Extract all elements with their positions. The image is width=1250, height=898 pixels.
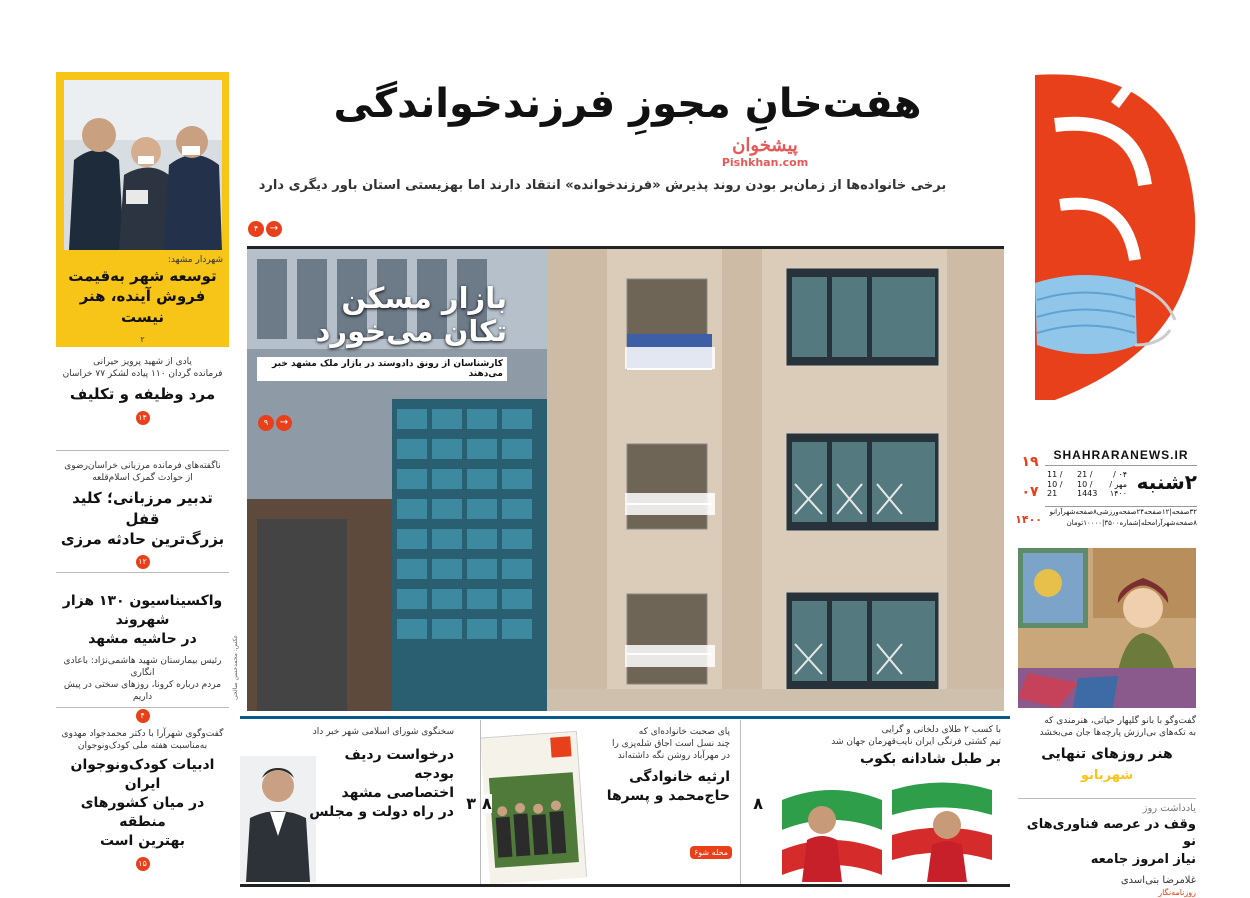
photo-headline-1: بازار مسکن — [341, 281, 507, 315]
magazine-cover — [481, 731, 587, 883]
watermark: پیشخوان Pishkhan.com — [721, 135, 809, 169]
month-badge: ۰۷ — [1021, 484, 1039, 500]
date-en: 11 / 10 / 21 — [1047, 470, 1063, 499]
council-page-ref: ۳ — [466, 794, 476, 813]
date-badges — [1015, 450, 1042, 530]
photo-story-page-ref[interactable]: ۹ → — [258, 410, 292, 431]
main-headline[interactable]: هفت‌خانِ مجوزِ فرزندخواندگی — [333, 81, 922, 127]
issue-info: ۳۲صفحه|۱۲صفحه۲۴صفحه‌ورزشی۸صفحه‌شهرآرانو ۸صفحه‌شهرآرامحله|شماره۳۵۰۰|۱۰۰۰۰تومان — [1045, 506, 1197, 528]
family-badge[interactable]: محله شو۶ — [690, 846, 732, 859]
masthead-logo — [1015, 45, 1205, 420]
photo-headline-2: تکان می‌خورد — [315, 314, 507, 349]
main-deck[interactable]: برخی خانواده‌ها از زمان‌بر بودن روند پذیرش «فرزندخوانده» انتقاد دارند اما بهزیستی استان باور دیگری دارد — [258, 178, 947, 193]
artist-story[interactable]: گفت‌وگو با بانو گلپهار حیاتی، هنرمندی که به تکه‌های بی‌ارزش پارچه‌ها جان می‌بخشد هنر روزهای تنهایی شهربانو — [1018, 715, 1196, 783]
left-story-4[interactable]: گفت‌وگوی شهرآرا با دکتر محمدجواد مهدوی به‌مناسبت هفته ملی کودک‌ونوجوان ادبیات کودک‌ونوجوان ایران در میان کشورهای منطقه بهترین است ۱۵ — [56, 728, 229, 871]
day-name: ۲شنبه — [1136, 470, 1197, 494]
wrestlers-photo — [752, 770, 1002, 882]
year-badge: ۱۴۰۰ — [1015, 513, 1042, 526]
left-story-1[interactable]: یادی از شهید پرویز حیرانی فرمانده گردان ۱۱۰ پیاده لشکر ۷۷ خراسان مرد وظیفه و تکلیف ۱۴ — [56, 356, 229, 425]
wrestling-story[interactable]: با کسب ۲ طلای دلخانی و گرایی تیم کشتی فرنگی ایران نایب‌قهرمان جهان شد بر طبل شادانه بکوب ۸ — [742, 720, 1007, 884]
date-block — [1045, 468, 1197, 506]
photo-credit: عکس: محمدحسن صالحی — [232, 634, 239, 700]
left-column-top-story[interactable]: شهردار مشهد: توسعه شهر به‌قیمت فروش آینده، هنر نیست ۲ — [56, 72, 229, 347]
left-story-2[interactable]: ناگفته‌های فرمانده مرزبانی خراسان‌رضوی از حوادث گمرک اسلام‌قلعه تدبیر مرزبانی؛ کلید قفل بزرگ‌ترین حادثه مرزی ۱۲ — [56, 460, 229, 569]
artist-headline: هنر روزهای تنهایی — [1041, 746, 1173, 763]
arrow-right-icon: → — [276, 415, 292, 431]
photo-subhead: کارشناسان از رونق دادوستد در بازار ملک مشهد خبر می‌دهند — [257, 357, 507, 381]
date-ar: 21 / 10 / 1443 — [1077, 470, 1098, 499]
main-story-page-ref[interactable]: ۴ → — [248, 216, 282, 237]
family-page-ref: ۸ — [482, 794, 492, 813]
artist-photo[interactable] — [1018, 548, 1196, 708]
date-fa: ۰۴ / مهر / ۱۴۰۰ — [1109, 470, 1127, 499]
note-author: غلامرضا بنی‌اسدی — [1120, 875, 1196, 887]
left-story-3[interactable]: واکسیناسیون ۱۳۰ هزار شهروند در حاشیه مشهد رئیس بیمارستان شهید هاشمی‌نژاد: باعادی انگاری مردم درباره کرونا، روزهای سختی در پیش داریم ۴ — [56, 592, 229, 723]
note-author-role: روزنامه‌نگار — [1158, 887, 1196, 897]
bottom-rule — [240, 884, 1010, 887]
day-badge: ۱۹ — [1021, 454, 1039, 470]
council-story[interactable]: سخنگوی شورای اسلامی شهر خبر داد درخواست ردیف بودجه اختصاصی مشهد در راه دولت و مجلس ۳ — [240, 720, 478, 884]
mayor-photo — [64, 80, 222, 250]
masthead-website[interactable]: SHAHRARANEWS.IR — [1045, 448, 1197, 466]
photo-story-overlay[interactable] — [257, 282, 507, 381]
note-label: یادداشت روز — [1142, 803, 1196, 814]
family-story[interactable]: پای صحبت خانواده‌ای که چند نسل است اجاق شله‌پزی را در مهرآباد روشن نگه داشته‌اند ارثیه خانوادگی حاج‌محمد و پسرها محله شو۶ ۸ — [482, 720, 738, 884]
wrestling-page-ref: ۸ — [753, 794, 763, 813]
arrow-right-icon: → — [266, 221, 282, 237]
section-label: شهربانو — [1080, 768, 1134, 784]
daily-note[interactable]: یادداشت روز وقف در عرصه فناوری‌های نو نیاز امروز جامعه غلامرضا بنی‌اسدی روزنامه‌نگار — [1018, 802, 1196, 898]
